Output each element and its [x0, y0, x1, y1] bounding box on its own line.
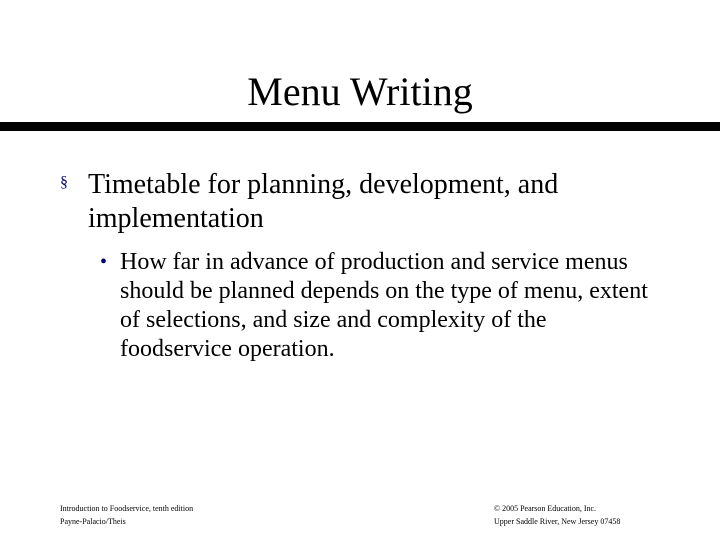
footer-copyright-line: © 2005 Pearson Education, Inc. [494, 504, 597, 513]
footer-publisher-address: Upper Saddle River, New Jersey 07458 [494, 517, 621, 526]
footer-copyright [494, 502, 620, 528]
footer-book-title: Introduction to Foodservice, tenth edition [60, 504, 194, 513]
bullet-item [60, 168, 660, 236]
square-bullet-icon: § [60, 174, 68, 191]
footer-authors: Payne-Palacio/Theis [60, 517, 126, 526]
dot-bullet-icon: • [100, 251, 108, 273]
bullet-text: Timetable for planning, development, and implementation [88, 169, 559, 234]
slide-title: Menu Writing [247, 69, 473, 114]
sub-bullet-text: How far in advance of production and service menus should be planned depends on the type of menu, extent of selections, and size and complexity of the foodservice operation. [120, 249, 648, 362]
sub-bullet-item [100, 248, 660, 364]
title-divider [0, 122, 720, 131]
footer-book-info [60, 502, 193, 528]
